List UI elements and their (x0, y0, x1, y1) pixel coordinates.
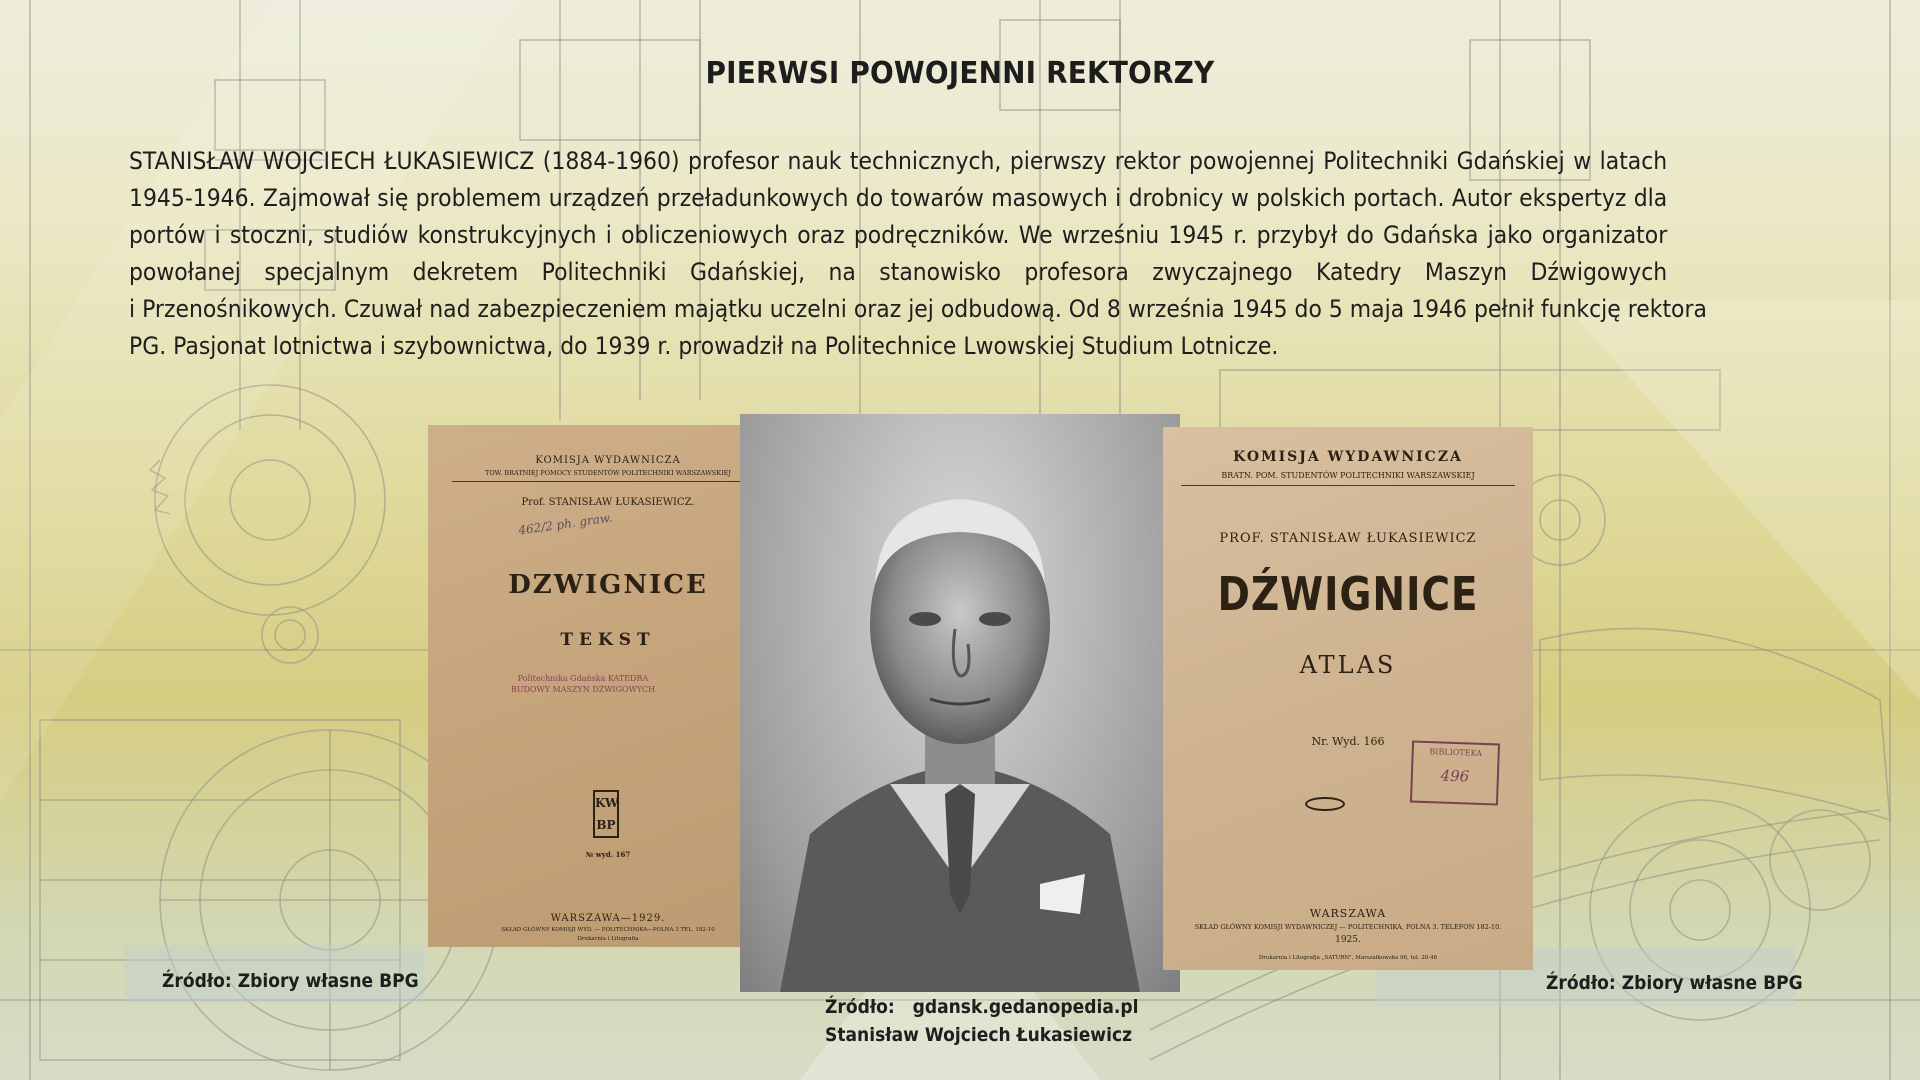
library-stamp (1410, 740, 1500, 805)
bio-line: PG. Pasjonat lotnictwa i szybownictwa, do 1939 r. prowadził na Politechnice Lwowskiej Studium Lotnicze. (129, 332, 1279, 360)
book-publisher-sub: TOW. BRATNIEJ POMOCY STUDENTÓW POLITECHNIKI WARSZAWSKIEJ (484, 469, 731, 477)
book-imprint: SKŁAD GŁÓWNY KOMISJI WYD. — POLITECHNIKA—POLNA 3 TEL. 182-10 (501, 927, 715, 933)
book-author: PROF. STANISŁAW ŁUKASIEWICZ (1219, 531, 1477, 546)
publisher-logo-icon: KW BP (593, 790, 619, 838)
page-title: PIERWSI POWOJENNI REKTORZY (705, 56, 1215, 91)
book-stamp: Politechnika Gdańska KATEDRA BUDOWY MASZYN DŹWIGOWYCH (510, 674, 656, 694)
bio-line: i Przenośnikowych. Czuwał nad zabezpieczeniem majątku uczelni oraz jej odbudową. Od 8 września 1945 do 5 maja 1946 pełnił funkcję rektora (129, 295, 1707, 323)
book-year: 1925. (1335, 935, 1361, 945)
stamp-number: 496 (1440, 766, 1470, 786)
bio-line: portów i stoczni, studiów konstrukcyjnych i obliczeniowych oraz podręczników. We wrześniu 1945 r. przybył do Gdańska jako organizator (129, 221, 1668, 249)
book-city: WARSZAWA (1309, 907, 1387, 920)
bio-line: STANISŁAW WOJCIECH ŁUKASIEWICZ (1884-1960) profesor nauk technicznych, pierwszy rektor powojennej Politechniki Gdańskiej w latach (129, 147, 1668, 175)
book-publisher: KOMISJA WYDAWNICZA (1233, 449, 1463, 465)
portrait-photo (740, 414, 1180, 992)
caption-right-source: Źródło: Zbiory własne BPG (1546, 972, 1803, 994)
book-subtitle: ATLAS (1299, 651, 1397, 679)
book-publisher: KOMISJA WYDAWNICZA (535, 455, 681, 466)
caption-portrait-source: Źródło: gdansk.gedanopedia.pl (825, 996, 1139, 1018)
book-subtitle: TEKST (560, 630, 656, 650)
bio-line: 1945-1946. Zajmował się problemem urządzeń przeładunkowych do towarów masowych i drobnicy w polskich portach. Autor ekspertyz dla (129, 184, 1668, 212)
stamp-label: BIBLIOTEKA (1429, 747, 1483, 758)
book-imprint: SKŁAD GŁÓWNY KOMISJI WYDAWNICZEJ — POLITECHNIKA, POLNA 3. TELEFON 182-10. (1194, 923, 1502, 931)
book-title: DZWIGNICE (508, 570, 708, 600)
caption-left-source: Źródło: Zbiory własne BPG (162, 970, 419, 992)
divider (1181, 485, 1515, 486)
book-footer-city-year: WARSZAWA—1929. (550, 913, 666, 924)
book-printer: Drukarnia i Litografia (577, 936, 639, 942)
book-title: DŹWIGNICE (1217, 567, 1479, 621)
bio-line: powołanej specjalnym dekretem Politechniki Gdańskiej, na stanowisko profesora zwyczajnego Katedry Maszyn Dźwigowych (129, 258, 1668, 286)
book-handwritten-note: 462/2 ph. graw. (517, 510, 614, 538)
publisher-emblem-icon (1305, 797, 1345, 811)
book-edition: Nr. Wyd. 166 (1311, 735, 1385, 748)
book-printer: Drukarnia i Litografja „SATURN", Marszałkowska 96, tel. 20-46 (1258, 955, 1438, 961)
book-cover-dzwignice-tekst (428, 425, 788, 947)
book-edition: № wyd. 167 (585, 850, 631, 859)
biography-text (129, 143, 1707, 365)
book-publisher-sub: BRATN. POM. STUDENTÓW POLITECHNIKI WARSZAWSKIEJ (1221, 471, 1475, 480)
caption-portrait-name: Stanisław Wojciech Łukasiewicz (825, 1024, 1133, 1046)
portrait-figure (740, 414, 1180, 992)
divider (452, 481, 764, 482)
book-cover-dzwignice-atlas (1163, 427, 1533, 970)
book-author: Prof. STANISŁAW ŁUKASIEWICZ. (521, 497, 695, 508)
